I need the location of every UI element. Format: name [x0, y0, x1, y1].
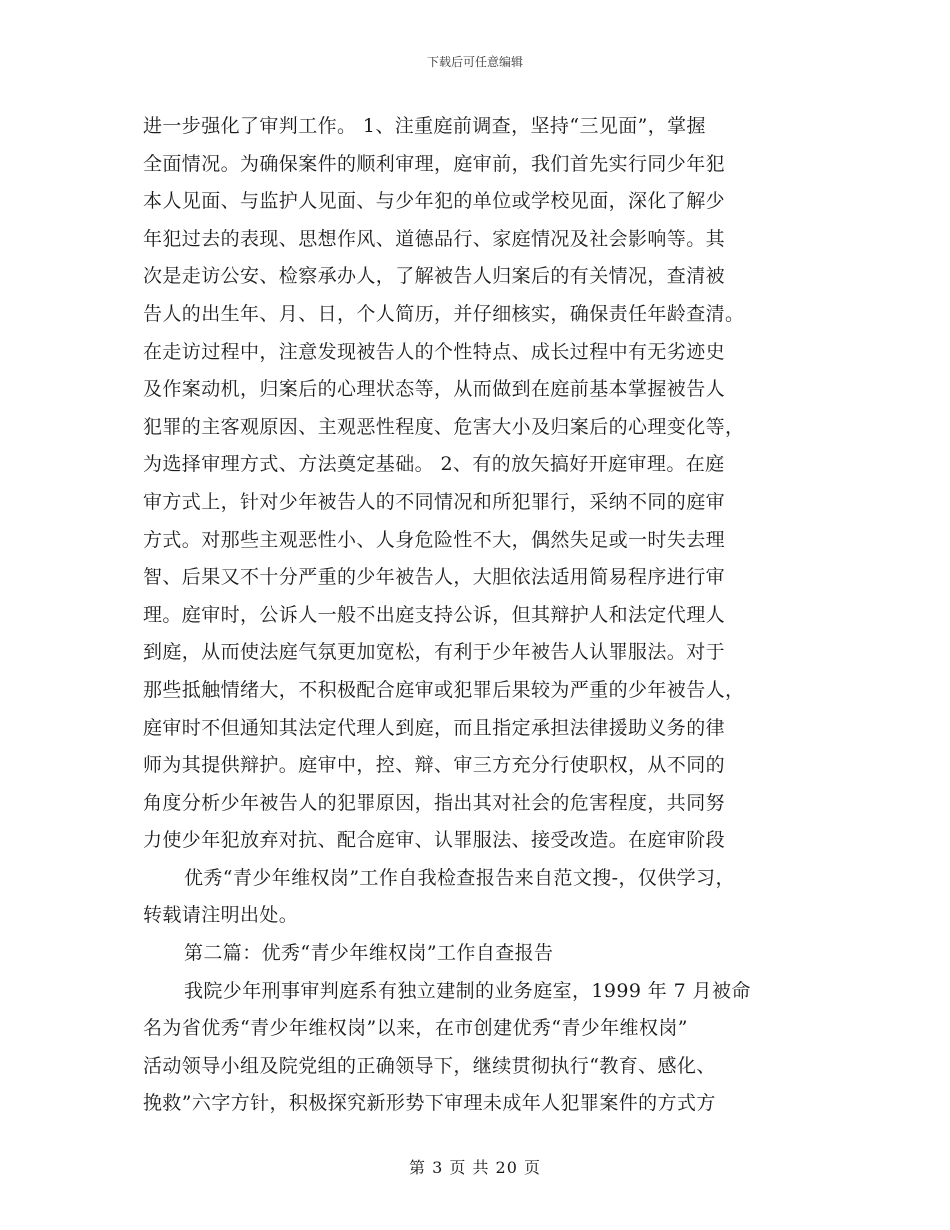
text-line: 为选择审理方式、方法奠定基础。 2、有的放矢搞好开庭审理。在庭	[143, 453, 725, 476]
section-heading: 第二篇：优秀“青少年维权岗”工作自查报告	[184, 942, 554, 965]
text-line: 智、后果又不十分严重的少年被告人，大胆依法适用简易程序进行审	[143, 566, 726, 589]
text-line: 那些抵触情绪大，不积极配合庭审或犯罪后果较为严重的少年被告人，	[143, 678, 745, 701]
text-line: 师为其提供辩护。庭审中，控、辩、审三方充分行使职权，从不同的	[143, 754, 726, 777]
text-line: 告人的出生年、月、日，个人简历，并仔细核实，确保责任年龄查清。	[143, 302, 745, 325]
text-line: 进一步强化了审判工作。 1、注重庭前调查，坚持“三见面”，掌握	[143, 115, 706, 137]
text-line: 年犯过去的表现、思想作风、道德品行、家庭情况及社会影响等。其	[143, 227, 726, 250]
text-line: 角度分析少年被告人的犯罪原因，指出其对社会的危害程度，共同努	[143, 791, 726, 814]
text-line: 及作案动机，归案后的心理状态等，从而做到在庭前基本掌握被告人	[143, 378, 726, 401]
text-line: 庭审时不但通知其法定代理人到庭，而且指定承担法律援助义务的律	[143, 716, 726, 739]
text-line: 审方式上，针对少年被告人的不同情况和所犯罪行，采纳不同的庭审	[143, 490, 726, 513]
text-line: 转载请注明出处。	[143, 904, 299, 927]
text-line: 到庭，从而使法庭气氛更加宽松，有利于少年被告人认罪服法。对于	[143, 641, 726, 664]
text-line: 我院少年刑事审判庭系有独立建制的业务庭室，1999 年 7 月被命	[184, 979, 751, 1002]
text-line: 本人见面、与监护人见面、与少年犯的单位或学校见面，深化了解少	[143, 190, 726, 213]
text-line: 活动领导小组及院党组的正确领导下，继续贯彻执行“教育、感化、	[143, 1054, 716, 1077]
page-header: 下载后可任意编辑	[426, 55, 523, 69]
text-line: 理。庭审时，公诉人一般不出庭支持公诉，但其辩护人和法定代理人	[143, 603, 726, 626]
document-body	[143, 108, 823, 1123]
text-line: 名为省优秀“青少年维权岗”以来，在市创建优秀“青少年维权岗”	[143, 1017, 688, 1040]
text-line: 犯罪的主客观原因、主观恶性程度、危害大小及归案后的心理变化等，	[143, 415, 745, 438]
text-line: 全面情况。为确保案件的顺利审理，庭审前，我们首先实行同少年犯	[143, 152, 726, 175]
text-line: 次是走访公安、检察承办人，了解被告人归案后的有关情况，查清被	[143, 265, 726, 288]
text-line: 在走访过程中，注意发现被告人的个性特点、成长过程中有无劣迹史	[143, 340, 726, 363]
text-line: 优秀“青少年维权岗”工作自我检查报告来自范文搜-，仅供学习，	[184, 866, 735, 889]
text-line: 力使少年犯放弃对抗、配合庭审、认罪服法、接受改造。在庭审阶段	[143, 829, 726, 852]
text-line: 挽救”六字方针，积极探究新形势下审理未成年人犯罪案件的方式方	[143, 1092, 716, 1115]
page-number-footer: 第 3 页 共 20 页	[409, 1158, 541, 1177]
text-line: 方式。对那些主观恶性小、人身危险性不大，偶然失足或一时失去理	[143, 528, 726, 551]
